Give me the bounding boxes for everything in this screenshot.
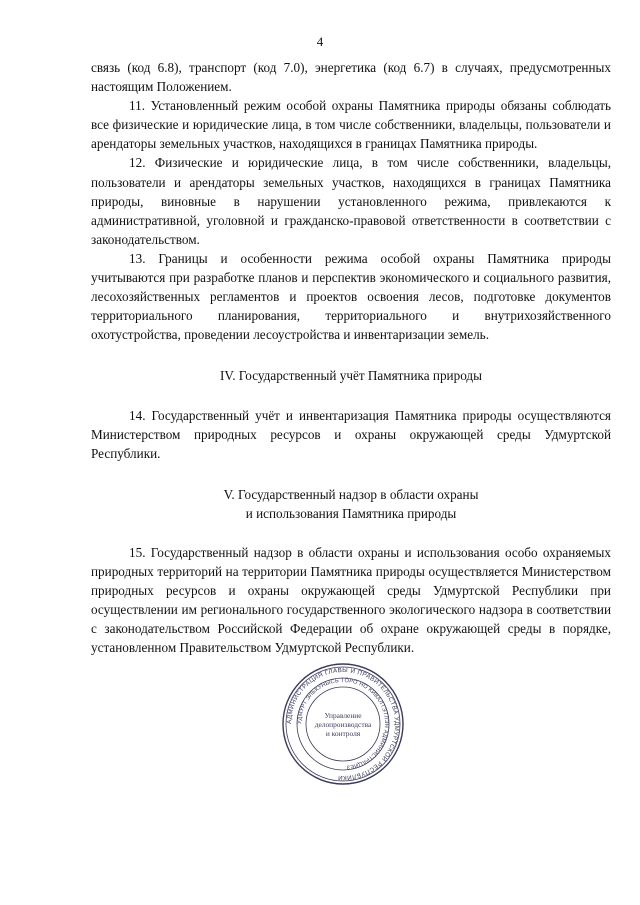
page-number: 4 — [316, 34, 324, 49]
seal-inner-ring-text: УДМУРТ ЭЛЬКУНЫСЬ ТӦРО НО КИВАЛТЭТЛЭН АДМИНИСТРАЦИЕЗ — [296, 677, 390, 770]
paragraph-12: 12. Физические и юридические лица, в том числе собственники, владельцы, пользователи и арендаторы земельных участков, находящихся в границах Памятника природы, виновные в нарушении установленного режима, привлекаются к административной, уголовной и гражданско-правовой ответственности в соответствии с законодательством. — [91, 155, 611, 247]
seal-center-line3: и контроля — [325, 729, 361, 738]
paragraph-13: 13. Границы и особенности режима особой охраны Памятника природы учитываются при разработке планов и перспектив экономического и социального развития, лесохозяйственных регламентов и проектов освоения лесов, подготовке документов территориального планирования, территориального и внутрихозяйственного охотустройства, проведении лесоустройства и инвентаризации земель. — [91, 250, 611, 343]
paragraph-intro: связь (код 6.8), транспорт (код 7.0), энергетика (код 6.7) в случаях, предусмотренных настоящим Положением. — [91, 60, 611, 95]
seal-center-line1: Управление — [324, 711, 362, 720]
paragraph-14: 14. Государственный учёт и инвентаризация Памятника природы осуществляются Министерством природных ресурсов и охраны окружающей среды Удмуртской Республики. — [91, 407, 611, 461]
seal-outer-ring-text: АДМИНИСТРАЦИЯ ГЛАВЫ И ПРАВИТЕЛЬСТВА УДМУРТСКОЙ РЕСПУБЛИКИ — [285, 666, 401, 782]
section-5-heading-line2: и использования Памятника природы — [245, 505, 457, 521]
official-seal-stamp — [281, 662, 405, 786]
paragraph-11: 11. Установленный режим особой охраны Памятника природы обязаны соблюдать все физические и юридические лица, в том числе собственники, владельцы, пользователи и арендаторы земельных участков, находящихся в границах Памятника природы. — [91, 98, 611, 152]
document-body — [91, 58, 611, 658]
seal-center-line2: делопроизводства — [314, 720, 372, 729]
section-5-heading-line1: V. Государственный надзор в области охраны — [223, 486, 479, 502]
section-4-heading: IV. Государственный учёт Памятника природы — [220, 368, 482, 384]
paragraph-15: 15. Государственный надзор в области охраны и использования особо охраняемых природных территорий на территории Памятника природы осуществляется Министерством природных ресурсов и охраны окружающей среды Удмуртской Республики при осуществлении им регионального государственного экологического надзора в соответствии с законодательством Российской Федерации об охране окружающей среды в порядке, установленном Правительством Удмуртской Республики. — [91, 544, 611, 656]
seal-graphic — [281, 662, 405, 786]
